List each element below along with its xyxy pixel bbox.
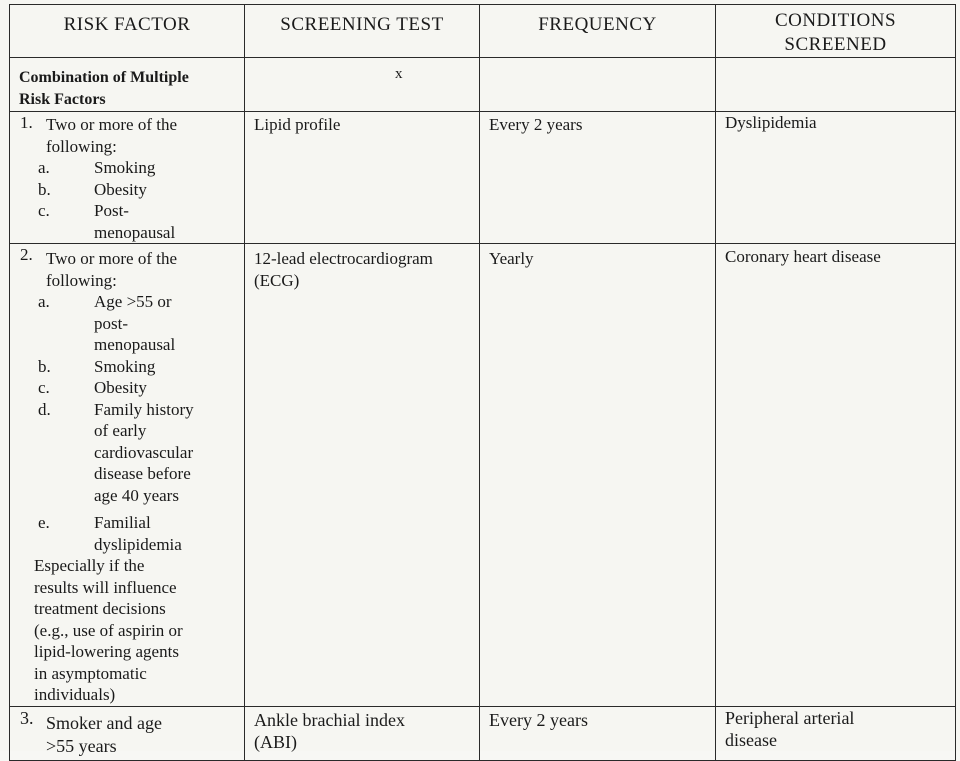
item-lead-line1: Two or more of the [46, 249, 177, 268]
screening-test-text [245, 707, 479, 753]
table-row [10, 112, 956, 244]
item-number: 1. [20, 113, 33, 132]
note-line: lipid-lowering agents [34, 642, 179, 661]
item-lead-line1: Two or more of the [46, 115, 177, 134]
sub-item-text: age 40 years [94, 485, 179, 505]
header-risk-factor: RISK FACTOR [10, 5, 245, 58]
frequency-cell [480, 244, 716, 707]
item-lead-line1: Smoker and age [46, 712, 162, 733]
note-line: individuals) [34, 685, 116, 704]
sub-item-letter: b. [38, 356, 51, 376]
sub-item [38, 377, 244, 399]
header-row [10, 5, 956, 58]
sub-item-text: post- [94, 313, 128, 333]
sub-item-text: Family history [94, 399, 194, 419]
sub-item-text: cardiovascular [94, 442, 194, 462]
sub-item-letter: a. [38, 292, 50, 311]
risk-factor-cell [10, 706, 245, 760]
sub-item [38, 179, 244, 201]
condition-cell [716, 244, 956, 707]
sub-item [38, 356, 244, 378]
screening-test-cell [245, 706, 480, 760]
frequency-cell [480, 706, 716, 760]
section-title-line1: Combination of Multiple [19, 69, 189, 86]
screening-test-line1: Ankle brachial index [254, 709, 405, 730]
note-text [34, 555, 244, 706]
section-title-line2: Risk Factors [19, 91, 106, 108]
condition-text: Coronary heart disease [725, 247, 881, 266]
note-line: Especially if the [34, 556, 145, 575]
item-number: 3. [20, 707, 34, 728]
sub-item-text: Obesity [94, 378, 147, 397]
list-item [10, 244, 244, 706]
risk-factor-cell [10, 244, 245, 707]
sub-item-text: Familial [94, 513, 151, 532]
sub-item-text: Post- [94, 201, 129, 220]
section-empty-cell [716, 58, 956, 112]
sub-item-text: menopausal [94, 335, 176, 354]
sub-item-text: disease before [94, 464, 191, 483]
section-title-cell [10, 58, 245, 112]
list-item [10, 707, 244, 758]
frequency-text: Every 2 years [489, 709, 588, 730]
risk-factor-cell [10, 112, 245, 244]
sub-item [38, 399, 244, 507]
item-number: 2. [20, 245, 33, 264]
section-mark-cell [245, 58, 480, 112]
section-row [10, 58, 956, 112]
condition-line1: Peripheral arterial [725, 707, 855, 728]
header-conditions-line2: SCREENED [784, 34, 887, 55]
note-line: results will influence [34, 577, 177, 597]
header-screening-test: SCREENING TEST [245, 5, 480, 58]
note-line: in asymptomatic [34, 663, 147, 683]
screening-test-line1: 12-lead electrocardiogram [254, 249, 433, 268]
handwritten-mark: x [395, 66, 403, 82]
sub-item-text: Smoking [94, 158, 156, 177]
header-frequency: FREQUENCY [480, 5, 716, 58]
note-line: (e.g., use of aspirin or [34, 620, 183, 640]
screening-test-line2: (ABI) [254, 731, 297, 752]
item-lead-line2: following: [46, 136, 117, 156]
sub-item-text: of early [94, 421, 147, 440]
sub-item [38, 157, 244, 179]
table-row [10, 706, 956, 760]
list-item [10, 112, 244, 243]
sub-item-text: menopausal [94, 222, 176, 242]
sub-item [38, 512, 244, 555]
section-empty-cell [480, 58, 716, 112]
condition-line2: disease [725, 729, 777, 750]
note-line: treatment decisions [34, 599, 166, 618]
sub-item-letter: b. [38, 179, 51, 199]
sub-item-text: Smoking [94, 356, 156, 376]
frequency-cell [480, 112, 716, 244]
frequency-text: Yearly [489, 249, 534, 268]
sub-item-text: Obesity [94, 179, 147, 199]
section-title [10, 58, 244, 111]
sub-item-text: dyslipidemia [94, 534, 182, 554]
screening-test-cell [245, 244, 480, 707]
screening-test-cell [245, 112, 480, 244]
sub-item-letter: d. [38, 399, 51, 419]
header-conditions-line1: CONDITIONS [774, 10, 897, 31]
table-row [10, 244, 956, 707]
sub-item-letter: c. [38, 201, 50, 220]
screening-test-text [245, 244, 479, 291]
sub-item-letter: e. [38, 513, 50, 532]
condition-text [716, 707, 955, 751]
item-lead-line2: >55 years [46, 735, 117, 756]
sub-item [38, 200, 244, 243]
item-lead-line2: following: [46, 270, 117, 290]
header-conditions-screened [716, 5, 956, 58]
sub-item-letter: a. [38, 158, 50, 177]
frequency-text: Every 2 years [489, 115, 583, 134]
condition-cell [716, 112, 956, 244]
condition-cell [716, 706, 956, 760]
screening-test-line2: (ECG) [254, 270, 300, 290]
condition-text: Dyslipidemia [725, 113, 817, 132]
sub-item-text: Age >55 or [94, 292, 172, 311]
sub-item-letter: c. [38, 378, 50, 397]
screening-table [9, 4, 956, 761]
screening-test-text: Lipid profile [254, 115, 341, 134]
sub-item [38, 291, 244, 356]
